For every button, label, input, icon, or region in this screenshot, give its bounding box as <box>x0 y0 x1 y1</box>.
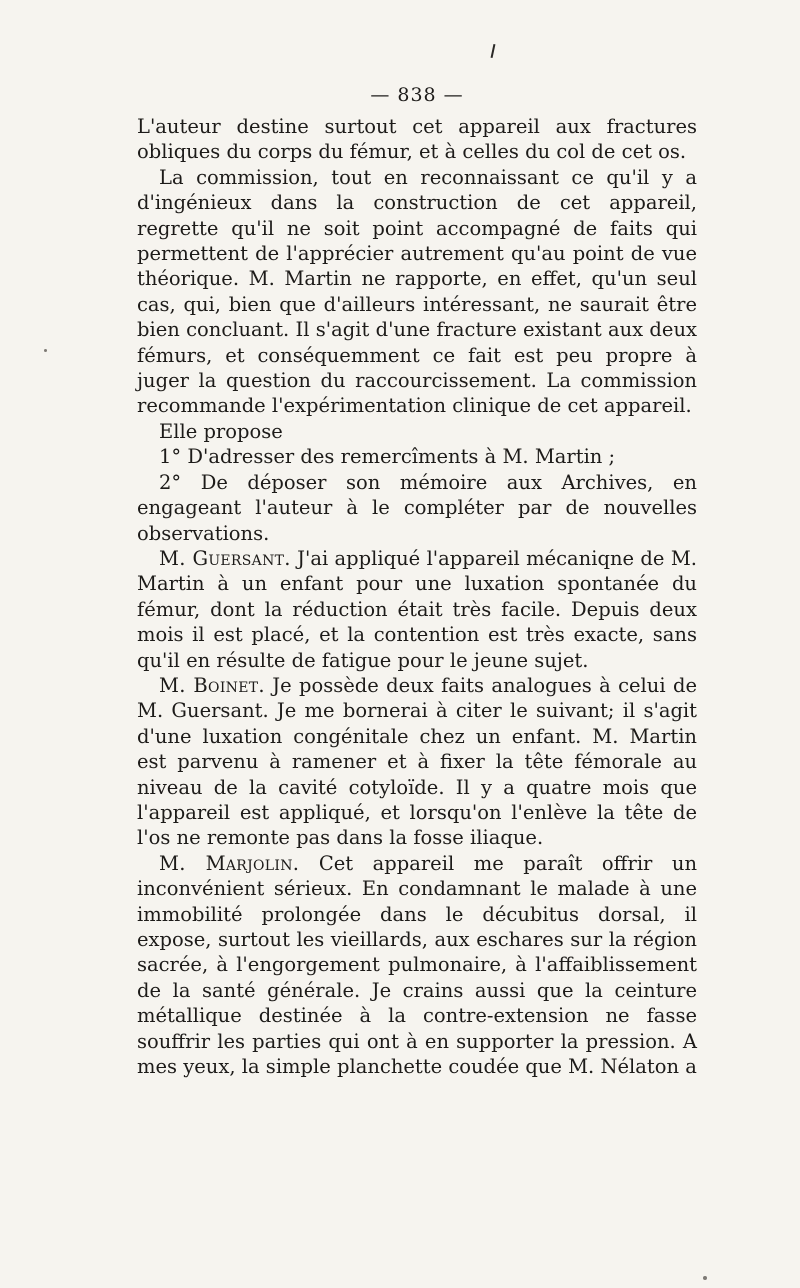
paragraph <box>137 114 697 165</box>
scan-speck <box>703 1276 707 1280</box>
scan-mark <box>491 44 496 58</box>
paragraph-text: Je possède deux faits analogues à celui de M. Guersant. Je me bornerai à citer le suivant; il s'agit d'une luxation congénitale chez un enfant. M. Martin est parvenu à ramener et à fixer la tête fémorale au niveau de la cavité cotyloïde. Il y a quatre mois que l'appareil est appliqué, et lorsqu'on l'enlève la tête de l'os ne remonte pas dans la fosse iliaque. <box>137 673 697 850</box>
paragraph-text: Cet appareil me paraît offrir un inconvénient sérieux. En condamnant le malade à une immobilité prolongée dans le décubitus dorsal, il expose, surtout les vieillards, aux eschares sur la région sacrée, à l'engorgement pulmonaire, à l'affaiblissement de la santé générale. Je crains aussi que la ceinture métallique destinée à la contre-extension ne fasse souffrir les parties qui ont à en supporter la pression. A mes yeux, la simple planchette coudée que M. Nélaton a <box>137 851 698 1079</box>
paragraph <box>137 851 697 1080</box>
speaker-name: M. Guersant. <box>159 546 291 570</box>
paragraph-text: J'ai appliqué l'appareil mécaniqne de M. Martin à un enfant pour une luxation spontanée du fémur, dont la réduction était très facile. Depuis deux mois il est placé, et la contention est très exacte, sans qu'il en résulte de fatigue pour le jeune sujet. <box>137 546 697 672</box>
paragraph-text: La commission, tout en reconnaissant ce qu'il y a d'ingénieux dans la construction de cet appareil, regrette qu'il ne soit point accompagné de faits qui permettent de l'apprécier autrement qu'au point de vue théorique. M. Martin ne rapporte, en effet, qu'un seul cas, qui, bien que d'ailleurs intéressant, ne saurait être bien concluant. Il s'agit d'une fracture existant aux deux fémurs, et conséquemment ce fait est peu propre à juger la question du raccourcissement. La commission recommande l'expérimentation clinique de cet appareil. <box>137 165 697 418</box>
speaker-name: M. Marjolin. <box>159 851 300 875</box>
paragraph-text: 1° D'adresser des remercîments à M. Martin ; <box>159 445 616 469</box>
paragraph-text: Elle propose <box>159 419 283 443</box>
speaker-name: M. Boinet. <box>159 673 265 697</box>
page-number: — 838 — <box>370 84 464 106</box>
paragraph <box>137 444 697 469</box>
paragraph-text: 2° De déposer son mémoire aux Archives, en engageant l'auteur à le compléter par de nouvelles observations. <box>137 470 697 545</box>
paragraph <box>137 165 697 419</box>
scan-speck <box>44 349 47 352</box>
paragraph <box>137 419 697 444</box>
paragraph <box>137 470 697 546</box>
paragraph <box>137 673 697 851</box>
page-text <box>137 82 697 1079</box>
paragraph <box>137 546 697 673</box>
paragraph-text: L'auteur destine surtout cet appareil aux fractures obliques du corps du fémur, et à celles du col de cet os. <box>137 115 697 164</box>
